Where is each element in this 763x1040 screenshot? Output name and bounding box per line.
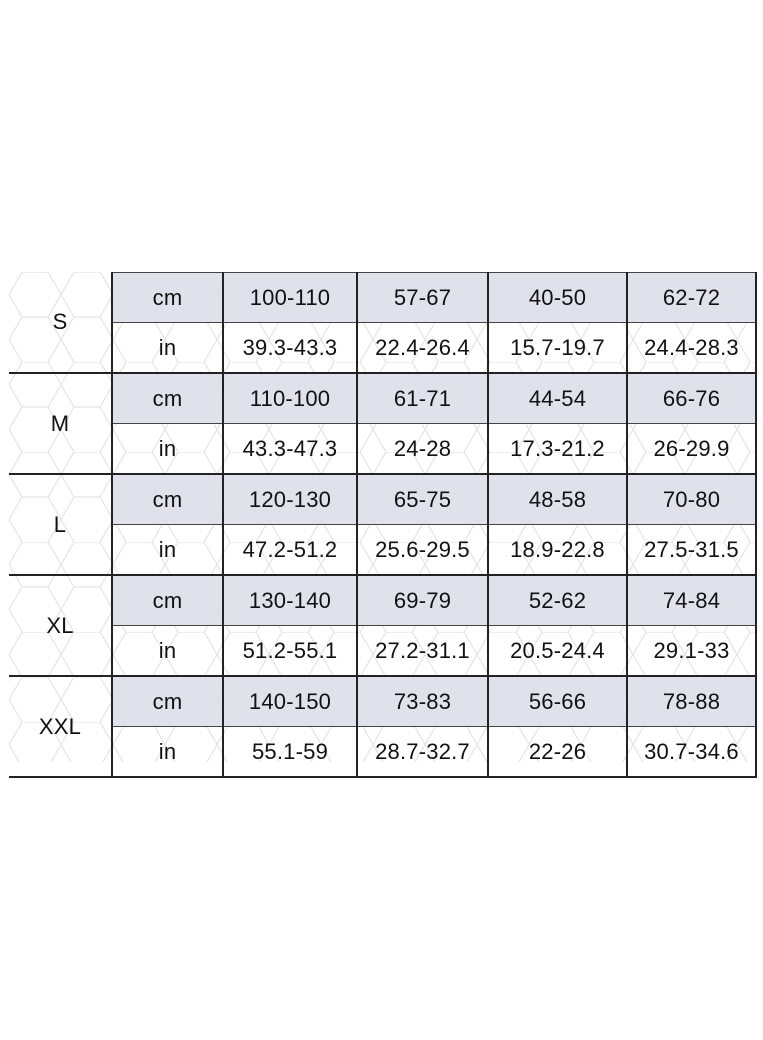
table-cell: 39.3-43.3 [223,323,357,374]
table-cell: 110-100 [223,373,357,424]
table-cell: 24-28 [357,424,488,475]
table-cell: 120-130 [223,474,357,525]
unit-label: in [112,626,223,677]
table-cell: 69-79 [357,575,488,626]
table-cell: 27.5-31.5 [627,525,756,576]
table-cell: 20.5-24.4 [488,626,627,677]
table-cell: 66-76 [627,373,756,424]
table-cell: 18.9-22.8 [488,525,627,576]
table-row [9,676,756,727]
table-cell: 29.1-33 [627,626,756,677]
size-table [9,272,757,778]
size-label: XXL [9,676,112,777]
table-row [9,575,756,626]
size-label: M [9,373,112,474]
table-cell: 73-83 [357,676,488,727]
table-cell: 27.2-31.1 [357,626,488,677]
table-cell: 47.2-51.2 [223,525,357,576]
table-cell: 26-29.9 [627,424,756,475]
unit-label: cm [112,474,223,525]
table-cell: 100-110 [223,273,357,323]
table-cell: 25.6-29.5 [357,525,488,576]
table-cell: 55.1-59 [223,727,357,778]
unit-label: cm [112,676,223,727]
table-row [9,525,756,576]
table-cell: 15.7-19.7 [488,323,627,374]
table-cell: 74-84 [627,575,756,626]
table-cell: 43.3-47.3 [223,424,357,475]
size-label: S [9,273,112,374]
table-cell: 28.7-32.7 [357,727,488,778]
table-row [9,474,756,525]
table-cell: 62-72 [627,273,756,323]
unit-label: in [112,424,223,475]
table-row [9,323,756,374]
table-cell: 48-58 [488,474,627,525]
unit-label: cm [112,575,223,626]
table-cell: 57-67 [357,273,488,323]
table-cell: 22.4-26.4 [357,323,488,374]
table-row [9,727,756,778]
unit-label: cm [112,273,223,323]
table-cell: 17.3-21.2 [488,424,627,475]
table-cell: 40-50 [488,273,627,323]
table-cell: 44-54 [488,373,627,424]
size-label: L [9,474,112,575]
table-row [9,424,756,475]
table-row [9,373,756,424]
table-cell: 56-66 [488,676,627,727]
unit-label: cm [112,373,223,424]
unit-label: in [112,323,223,374]
table-cell: 52-62 [488,575,627,626]
table-cell: 24.4-28.3 [627,323,756,374]
table-cell: 70-80 [627,474,756,525]
table-cell: 130-140 [223,575,357,626]
size-label: XL [9,575,112,676]
table-cell: 140-150 [223,676,357,727]
table-cell: 61-71 [357,373,488,424]
table-row [9,273,756,323]
table-cell: 51.2-55.1 [223,626,357,677]
table-cell: 78-88 [627,676,756,727]
size-chart [9,272,756,762]
table-cell: 30.7-34.6 [627,727,756,778]
unit-label: in [112,525,223,576]
table-cell: 65-75 [357,474,488,525]
table-row [9,626,756,677]
unit-label: in [112,727,223,778]
table-cell: 22-26 [488,727,627,778]
